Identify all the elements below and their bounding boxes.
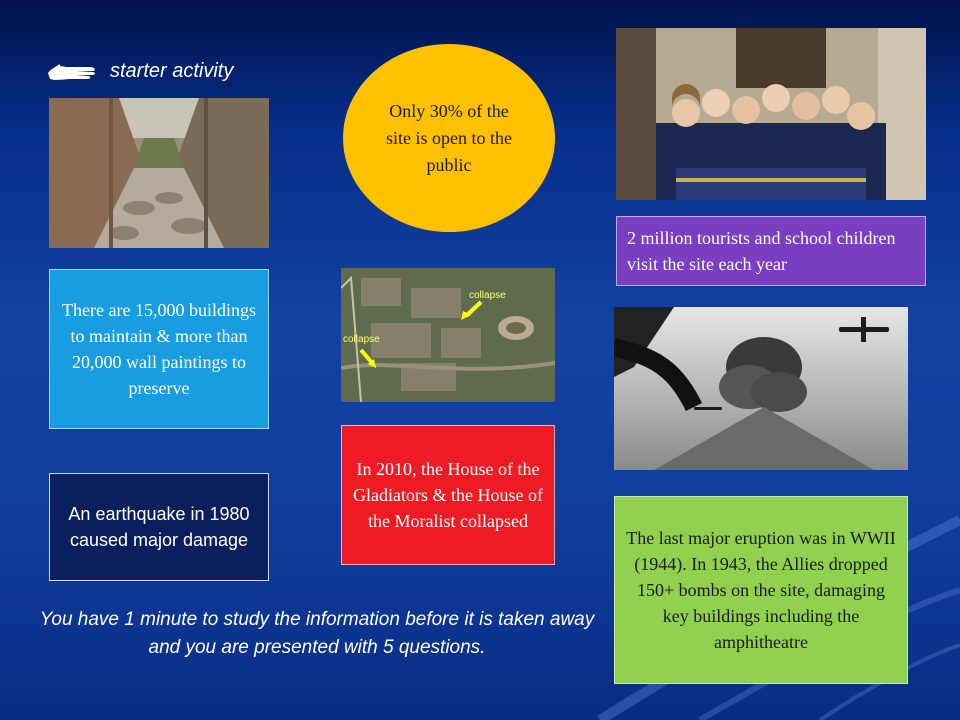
map-label-bottom: collapse [343, 334, 380, 345]
instructions-text: You have 1 minute to study the information before it is taken away and you are presented with 5 questions. [39, 609, 595, 658]
tourists-box [616, 216, 926, 286]
students-photo [616, 28, 926, 200]
tourists-text: 2 million tourists and school children visit the site each year [627, 227, 896, 274]
buildings-box [49, 269, 269, 429]
gladiators-text: In 2010, the House of the Gladiators & the House of the Moralist collapsed [353, 458, 543, 532]
site-open-circle [343, 44, 555, 232]
site-open-text: Only 30% of the site is open to the public [386, 100, 512, 175]
aerial-map-photo [341, 268, 555, 402]
slide-title: starter activity [110, 59, 234, 82]
gladiators-box [341, 425, 555, 565]
eruption-text: The last major eruption was in WWII (1944). In 1943, the Allies dropped 150+ bombs on the site, damaging key buildings including the amphitheatre [626, 527, 896, 653]
hand-pointing-icon [46, 59, 100, 83]
earthquake-text: An earthquake in 1980 caused major damage [68, 503, 250, 550]
buildings-text: There are 15,000 buildings to maintain & more than 20,000 wall paintings to preserve [62, 299, 256, 399]
eruption-photo [614, 307, 908, 470]
slide-title-row [46, 56, 233, 86]
eruption-box [614, 496, 908, 684]
map-label-top: collapse [469, 290, 506, 301]
earthquake-box [49, 473, 269, 581]
street-photo [49, 98, 269, 248]
